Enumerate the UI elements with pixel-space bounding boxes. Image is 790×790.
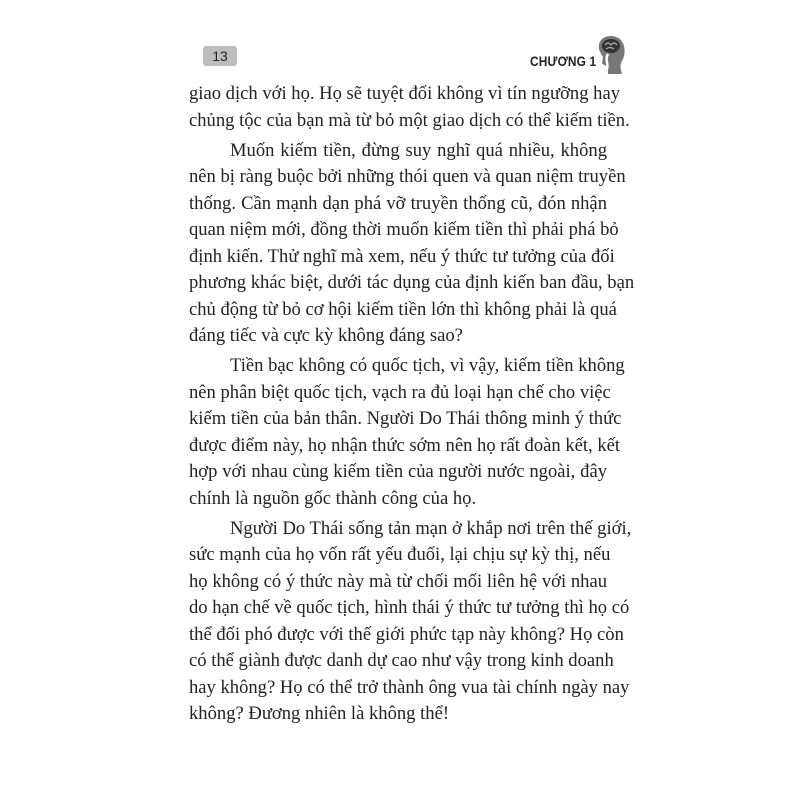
text-line: không? Đương nhiên là không thể! [189, 703, 450, 724]
text-line: có thể giành được danh dự cao như vậy trong kinh doanh [189, 650, 614, 671]
text-line: giao dịch với họ. Họ sẽ tuyệt đối không vì tín ngưỡng hay [189, 83, 621, 104]
text-line: chính là nguồn gốc thành công của họ. [189, 487, 477, 509]
text-line: được điểm này, họ nhận thức sớm nên họ rất đoàn kết, kết [189, 434, 621, 456]
chapter-title: CHƯƠNG 1 [530, 53, 597, 69]
text-line: Tiền bạc không có quốc tịch, vì vậy, kiếm tiền không [230, 355, 625, 376]
text-line: quan niệm mới, đồng thời muốn kiếm tiền thì phải phá bỏ [189, 219, 619, 240]
paragraph [189, 81, 630, 134]
text-line: hay không? Họ có thể trở thành ông vua tài chính ngày nay [189, 676, 630, 698]
text-line: nên phân biệt quốc tịch, vạch ra đủ loại hạn chế cho việc [189, 381, 611, 403]
body-text [189, 81, 635, 731]
head-with-brain-icon [596, 34, 626, 76]
text-line: thể đối phó được với thế giới phức tạp này không? Họ còn [189, 623, 624, 645]
text-line: kiếm tiền của bản thân. Người Do Thái thông minh ý thức [189, 408, 622, 429]
paragraph [189, 516, 632, 728]
text-line: phương khác biệt, dưới tác dụng của định kiến ban đầu, bạn [189, 272, 635, 293]
text-line: do hạn chế về quốc tịch, hình thái ý thức tư tưởng thì họ có [189, 597, 630, 618]
paragraph [189, 353, 625, 512]
text-line: hợp với nhau cùng kiếm tiền của người nước ngoài, đây [189, 461, 607, 482]
text-line: đáng tiếc và cực kỳ không đáng sao? [189, 325, 463, 346]
text-line: Muốn kiếm tiền, đừng suy nghĩ quá nhiều, không [230, 139, 607, 161]
page-number-badge: 13 [203, 46, 237, 66]
text-line: Người Do Thái sống tản mạn ở khắp nơi trên thế giới, [230, 517, 632, 539]
text-line: họ không có ý thức này mà từ chối mối liên hệ với nhau [189, 570, 607, 592]
text-line: sức mạnh của họ vốn rất yếu đuối, lại chịu sự kỳ thị, nếu [189, 544, 611, 565]
text-line: nên bị ràng buộc bởi những thói quen và quan niệm truyền [189, 166, 626, 187]
text-line: thống. Cần mạnh dạn phá vỡ truyền thống cũ, đón nhận [189, 192, 607, 214]
text-line: chủ động từ bỏ cơ hội kiếm tiền lớn thì không phải là quá [189, 298, 617, 320]
paragraph [189, 138, 635, 350]
text-line: định kiến. Thử nghĩ mà xem, nếu ý thức tư tưởng của đối [189, 245, 615, 267]
text-line: chủng tộc của bạn mà từ bỏ một giao dịch có thể kiếm tiền. [189, 109, 630, 131]
